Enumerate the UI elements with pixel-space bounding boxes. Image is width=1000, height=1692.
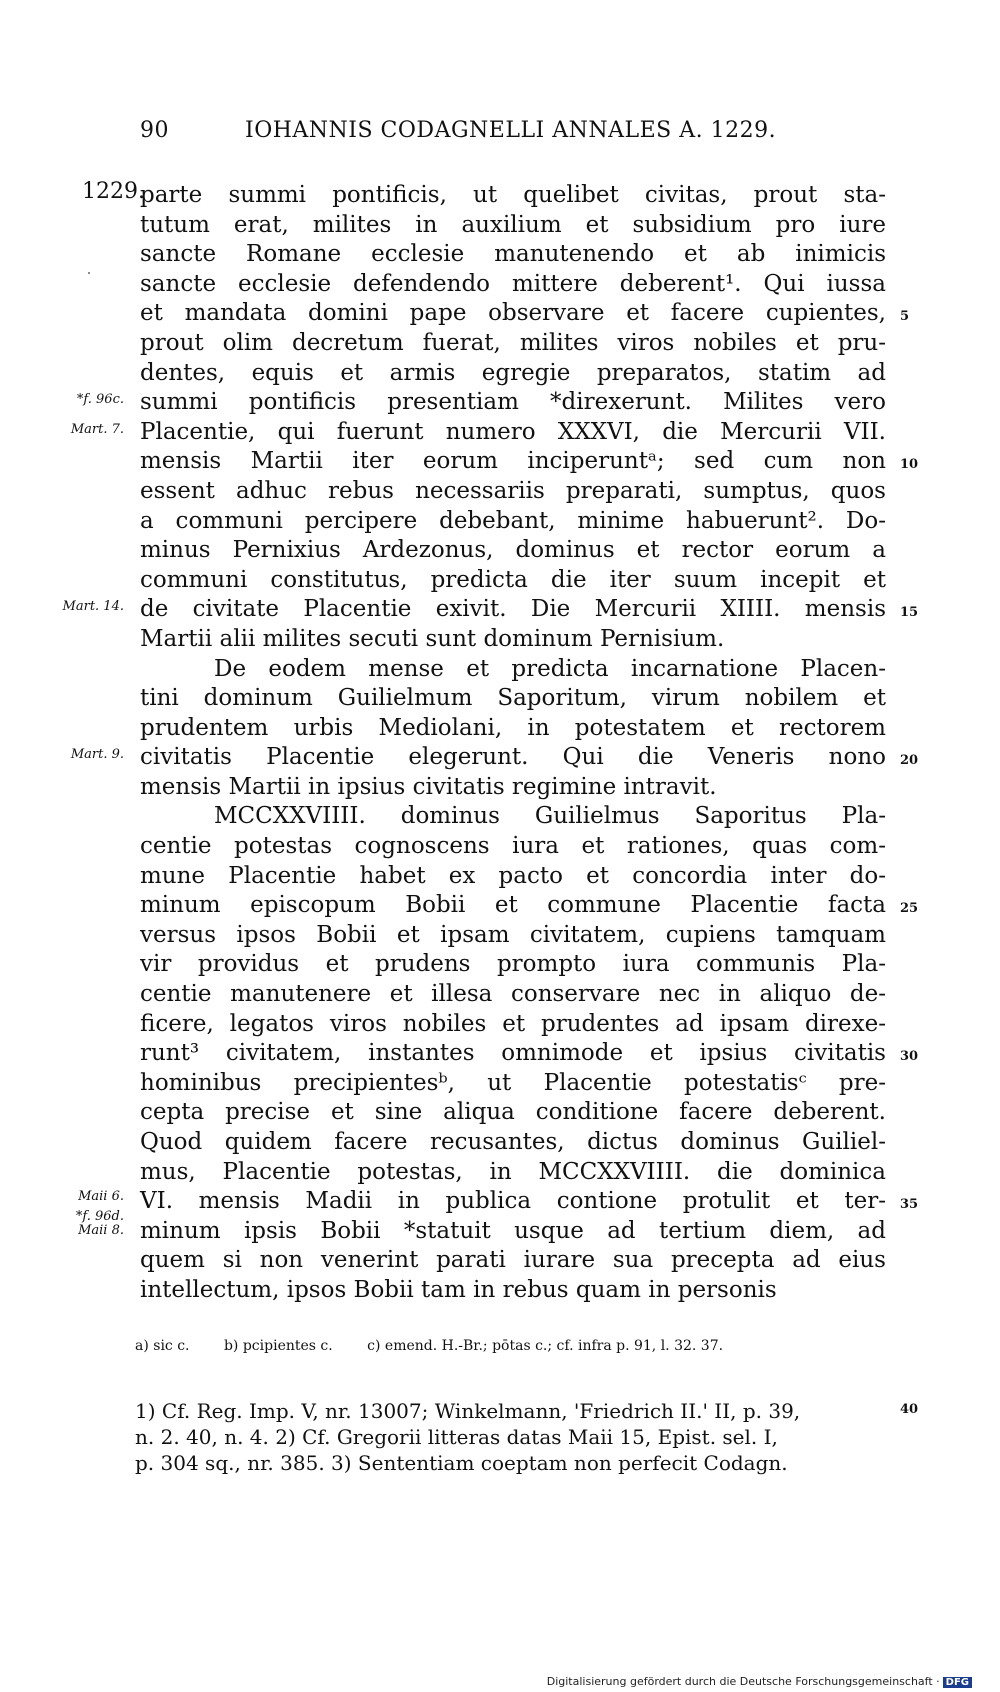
margin-note: Maii 6.: [78, 1189, 124, 1204]
margin-note: Maii 8.: [78, 1223, 124, 1238]
text-line: et mandata domini pape observare et facere cupientes,: [140, 300, 886, 327]
critical-notes: [135, 1338, 885, 1354]
critical-note: b) pcipientes c.: [223, 1338, 333, 1354]
text-line: communi constitutus, predicta die iter suum incepit et: [140, 566, 886, 593]
footnote-line-number: 40: [900, 1402, 919, 1417]
text-line: parte summi pontificis, ut quelibet civitas, prout sta-: [140, 182, 886, 208]
text-line: mune Placentie habet ex pacto et concordia inter do-: [140, 862, 886, 889]
text-line: a communi percipere debebant, minime habuerunt². Do-: [140, 507, 886, 534]
footnote-line: n. 2. 40, n. 4. 2) Cf. Gregorii litteras datas Maii 15, Epist. sel. I,: [135, 1425, 778, 1449]
line-number: 15: [900, 605, 919, 621]
text-line: de civitate Placentie exivit. Die Mercurii XIIII. mensis: [140, 596, 886, 623]
line-number: 30: [900, 1049, 919, 1065]
line-number: 5: [900, 309, 910, 325]
margin-note: Mart. 14.: [62, 599, 124, 614]
text-line: essent adhuc rebus necessariis preparati, sumptus, quos: [140, 477, 886, 504]
footnotes: [135, 1398, 887, 1476]
digitization-text: Digitalisierung gefördert durch die Deutsche Forschungsgemeinschaft ·: [546, 1675, 940, 1688]
critical-note: a) sic c.: [135, 1338, 190, 1354]
text-line: versus ipsos Bobii et ipsam civitatem, cupiens tamquam: [140, 921, 886, 948]
text-line: mus, Placentie potestas, in MCCXXVIIII. die dominica: [140, 1158, 886, 1185]
line-number: 20: [900, 753, 919, 769]
text-line: prout olim decretum fuerat, milites viros nobiles et pru-: [140, 329, 886, 356]
text-line: centie manutenere et illesa conservare nec in aliquo de-: [140, 981, 886, 1008]
text-line: centie potestas cognoscens iura et rationes, quas com-: [140, 833, 886, 860]
text-line: mensis Martii iter eorum inciperuntᵃ; sed cum non: [140, 448, 886, 475]
text-line: summi pontificis presentiam *direxerunt. Milites vero: [140, 389, 886, 416]
text-line: minus Pernixius Ardezonus, dominus et rector eorum a: [140, 537, 886, 564]
text-line: Martii alii milites secuti sunt dominum Pernisium.: [140, 625, 725, 652]
page-number: 90: [140, 118, 169, 143]
critical-note: c) emend. H.-Br.; pōtas c.; cf. infra p. 91, l. 32. 37.: [367, 1338, 724, 1354]
text-line: ficere, legatos viros nobiles et prudentes ad ipsam direxe-: [140, 1010, 886, 1037]
text-line: minum episcopum Bobii et commune Placentie facta: [140, 892, 886, 919]
text-line: prudentem urbis Mediolani, in potestatem et rectorem: [140, 714, 886, 741]
text-line: Quod quidem facere recusantes, dictus dominus Guiliel-: [140, 1129, 886, 1155]
text-line: VI. mensis Madii in publica contione protulit et ter-: [140, 1188, 886, 1215]
text-line: civitatis Placentie elegerunt. Qui die Veneris nono: [140, 744, 886, 771]
running-title: IOHANNIS CODAGNELLI ANNALES A. 1229.: [245, 118, 777, 143]
text-line: hominibus precipientesᵇ, ut Placentie potestatisᶜ pre-: [140, 1069, 886, 1096]
text-line: MCCXXVIIII. dominus Guilielmus Saporitus Pla-: [214, 803, 886, 830]
main-text: [140, 181, 886, 1306]
text-line: runt³ civitatem, instantes omnimode et ipsius civitatis: [140, 1040, 886, 1067]
text-line: cepta precise et sine aliqua conditione facere deberent.: [140, 1099, 886, 1126]
line-number: 10: [900, 457, 919, 473]
footnote-line: 1) Cf. Reg. Imp. V, nr. 13007; Winkelmann, 'Friedrich II.' II, p. 39,: [135, 1399, 801, 1423]
text-line: vir providus et prudens prompto iura communis Pla-: [140, 951, 886, 978]
year-margin-note: 1229.: [82, 179, 145, 204]
text-line: tini dominum Guilielmum Saporitum, virum nobilem et: [140, 685, 886, 712]
margin-note: Mart. 7.: [70, 422, 124, 437]
text-line: De eodem mense et predicta incarnatione Placen-: [214, 655, 886, 682]
line-number: 25: [900, 901, 919, 917]
dfg-logo: DFG: [943, 1677, 972, 1688]
line-number: 35: [900, 1197, 919, 1213]
text-line: Placentie, qui fuerunt numero XXXVI, die Mercurii VII.: [140, 418, 886, 445]
digitization-credit: [547, 1675, 972, 1688]
text-line: intellectum, ipsos Bobii tam in rebus quam in personis: [140, 1276, 777, 1303]
margin-note: Mart. 9.: [70, 747, 124, 762]
text-line: quem si non venerint parati iurare sua precepta ad eius: [140, 1247, 886, 1274]
text-line: tutum erat, milites in auxilium et subsidium pro iure: [140, 211, 886, 238]
text-line: sancte ecclesie defendendo mittere deberent¹. Qui iussa: [140, 270, 886, 297]
text-line: minum ipsis Bobii *statuit usque ad tertium diem, ad: [140, 1217, 886, 1244]
footnote-line: p. 304 sq., nr. 385. 3) Sententiam coeptam non perfecit Codagn.: [135, 1451, 788, 1475]
text-line: dentes, equis et armis egregie preparatos, statim ad: [140, 359, 886, 386]
text-line: mensis Martii in ipsius civitatis regimine intravit.: [140, 773, 717, 800]
margin-note: *f. 96d.: [75, 1209, 124, 1224]
margin-note: *f. 96c.: [76, 392, 124, 407]
text-line: sancte Romane ecclesie manutenendo et ab inimicis: [140, 241, 886, 268]
scan-speck: [88, 272, 90, 274]
